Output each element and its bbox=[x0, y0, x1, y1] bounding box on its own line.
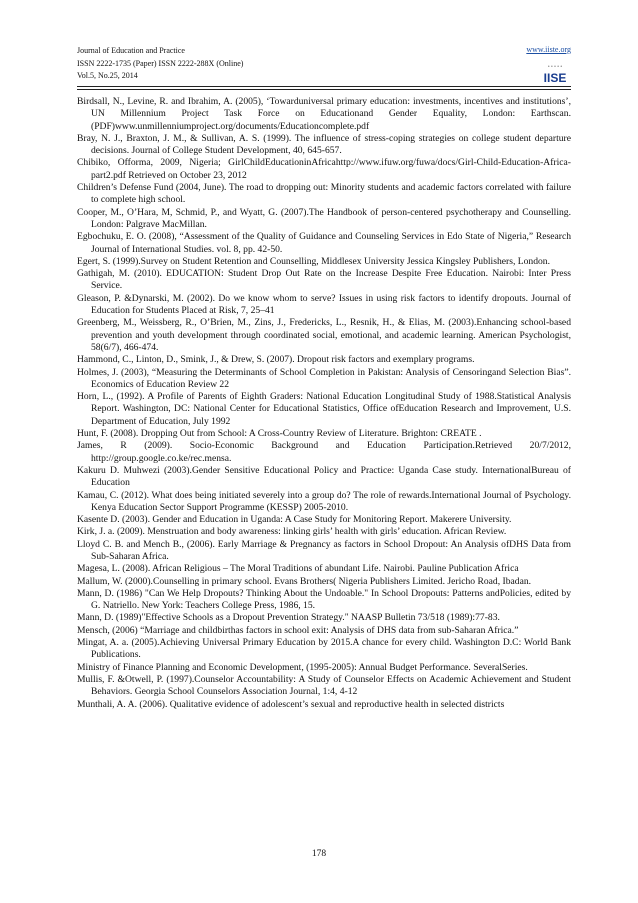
reference-entry: Gathigah, M. (2010). EDUCATION: Student Drop Out Rate on the Increase Despite Free Education. Nairobi: Inter Press Service. bbox=[77, 268, 571, 292]
reference-entry: Birdsall, N., Levine, R. and Ibrahim, A. (2005), ‘Towarduniversal primary education: investments, incentives and institutions’, UN Millennium Project Task Force on Educationand Gender Equality, London: Earthscan. (PDF)www.unmillenniumproject.org/documents/Educationcomplete.pdf bbox=[77, 96, 571, 132]
reference-entry: Mullis, F. &Otwell, P. (1997).Counselor Accountability: A Study of Counselor Effects on Academic Achievement and Student Behaviors. Georgia School Counselors Association Journal, 1:4, 4-12 bbox=[77, 673, 571, 698]
reference-entry: Mann, D. (1989)"Effective Schools as a Dropout Prevention Strategy." NAASP Bulletin 73/518 (1989):77-83. bbox=[77, 612, 500, 624]
reference-entry: Cooper, M., O’Hara, M, Schmid, P., and Wyatt, G. (2007).The Handbook of person-centered psychotherapy and Counselling. London: Palgrave MacMillan. bbox=[77, 206, 571, 230]
reference-entry: Munthali, A. A. (2006). Qualitative evidence of adolescent’s sexual and reproductive health in selected districts bbox=[77, 698, 505, 710]
reference-entry: Egert, S. (1999).Survey on Student Retention and Counselling, Middlesex University Jessica Kingsley Publishers, London. bbox=[77, 255, 550, 267]
reference-entry: Mann, D. (1986) "Can We Help Dropouts? Thinking About the Undoable." In School Dropouts: Patterns andPolicies, edited by G. Natriello. New York: Teachers College Press, 1986, 15. bbox=[77, 587, 571, 612]
reference-entry: Hammond, C., Linton, D., Smink, J., & Drew, S. (2007). Dropout risk factors and exemplary programs. bbox=[77, 354, 475, 366]
reference-entry: Bray, N. J., Braxton, J. M., & Sullivan, A. S. (1999). The influence of stress-coping strategies on college student departure decisions. Journal of College Student Development, 40, 645-657. bbox=[77, 132, 571, 157]
reference-entry: Kakuru D. Muhwezi (2003).Gender Sensitive Educational Policy and Practice: Uganda Case study. InternationalBureau of Education bbox=[77, 464, 571, 489]
reference-entry: Kirk, J. a. (2009). Menstruation and body awareness: linking girls’ health with girls’ education. African Review. bbox=[77, 526, 507, 538]
reference-entry: Chibiko, Offorma, 2009, Nigeria; GirlChildEducationinAfricahttp://www.ifuw.org/fuwa/docs/Girl-Child-Education-Africa-part2.pdf Retrieved on October 23, 2012 bbox=[77, 157, 571, 181]
reference-entry: Gleason, P. &Dynarski, M. (2002). Do we know whom to serve? Issues in using risk factors to identify dropouts. Journal of Education for Students Placed at Risk, 7, 25–41 bbox=[77, 292, 571, 317]
reference-entry: Horn, L., (1992). A Profile of Parents of Eighth Graders: National Education Longitudinal Study of 1988.Statistical Analysis Report. Washington, DC: National Center for Educational Statistics, Office ofEducation Research and Improvement, U.S. Department of Education, July 1992 bbox=[77, 391, 571, 427]
journal-info bbox=[77, 45, 243, 83]
reference-entry: Mensch, (2006) “Marriage and childbirthas factors in school exit: Analysis of DHS data from sub-Saharan Africa.” bbox=[77, 624, 519, 636]
svg-text:• • • • •: • • • • • bbox=[547, 64, 563, 70]
header-rule-bottom bbox=[77, 89, 571, 90]
reference-entry: Magesa, L. (2008). African Religious – The Moral Traditions of abundant Life. Nairobi. Pauline Publication Africa bbox=[77, 563, 519, 575]
reference-entry: Ministry of Finance Planning and Economic Development, (1995-2005): Annual Budget Performance. SeveralSeries. bbox=[77, 661, 528, 673]
logo-text: IISE bbox=[543, 71, 567, 85]
reference-entry: Lloyd C. B. and Mench B., (2006). Early Marriage & Pregnancy as factors in School Dropout: An Analysis ofDHS Data from Sub-Saharan Africa. bbox=[77, 538, 571, 562]
reference-entry: Mingat, A. a. (2005).Achieving Universal Primary Education by 2015.A chance for every child. Washington D.C: World Bank Publications. bbox=[77, 637, 571, 661]
reference-entry: James, R (2009). Socio-Economic Background and Education Participation.Retrieved 20/7/2012, http://group.google.co.ke/rec.mensa. bbox=[77, 440, 571, 464]
reference-list bbox=[77, 96, 571, 711]
journal-title: Journal of Education and Practice bbox=[77, 46, 185, 55]
reference-entry: Kamau, C. (2012). What does being initiated severely into a group do? The role of rewards.International Journal of Psychology. Kenya Education Sector Support Programme (KESSP) 2005-2010. bbox=[77, 489, 571, 513]
reference-entry: Hunt, F. (2008). Dropping Out from School: A Cross-Country Review of Literature. Brighton: CREATE . bbox=[77, 428, 482, 440]
journal-issn: ISSN 2222-1735 (Paper) ISSN 2222-288X (Online) bbox=[77, 58, 244, 68]
reference-entry: Greenberg, M., Weissberg, R., O’Brien, M., Zins, J., Fredericks, L., Resnik, H., & Elias, M. (2003).Enhancing school-based prevention and youth development through coordinated social, emotional, and academic learning. American Psychologist, 58(6/7), 466-474. bbox=[77, 317, 571, 353]
header-rule-top bbox=[77, 86, 571, 87]
reference-entry: Children’s Defense Fund (2004, June). The road to dropping out: Minority students and academic factors correlated with failure to complete high school. bbox=[77, 182, 571, 206]
reference-entry: Egbochuku, E. O. (2008), “Assessment of the Quality of Guidance and Counseling Services in Edo State of Nigeria,” Research Journal of International Studies. vol. 8, pp. 42-50. bbox=[77, 231, 571, 255]
journal-url-link[interactable]: www.iiste.org bbox=[526, 45, 571, 54]
page-number: 178 bbox=[311, 849, 327, 859]
iiste-logo-icon bbox=[540, 59, 570, 85]
journal-volume: Vol.5, No.25, 2014 bbox=[77, 71, 138, 81]
reference-entry: Mallum, W. (2000).Counselling in primary school. Evans Brothers( Nigeria Publishers Limited. Jericho Road, Ibadan. bbox=[77, 575, 532, 587]
reference-entry: Kasente D. (2003). Gender and Education in Uganda: A Case Study for Monitoring Report. Makerere University. bbox=[77, 514, 512, 526]
reference-entry: Holmes, J. (2003), “Measuring the Determinants of School Completion in Pakistan: Analysis of Censoringand Selection Bias”. Economics of Education Review 22 bbox=[77, 366, 571, 390]
